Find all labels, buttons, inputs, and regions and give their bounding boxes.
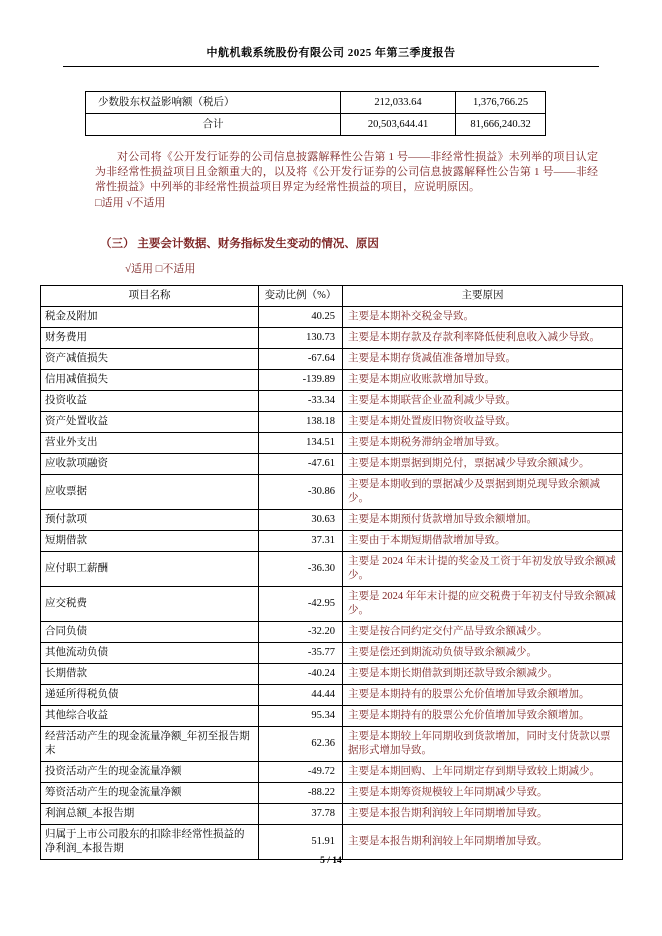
row-value-2: 1,376,766.25 <box>456 92 546 114</box>
table-row <box>41 643 623 664</box>
reason-cell: 主要是 2024 年末计提的奖金及工资于年初发放导致余额减少。 <box>343 552 623 587</box>
item-name-cell: 资产减值损失 <box>41 349 259 370</box>
item-name-cell: 税金及附加 <box>41 307 259 328</box>
col-header-change-percent: 变动比例（%） <box>259 286 343 307</box>
col-header-item-name: 项目名称 <box>41 286 259 307</box>
table-row <box>41 475 623 510</box>
item-name-cell: 归属于上市公司股东的扣除非经常性损益的净利润_本报告期 <box>41 825 259 860</box>
reason-cell: 主要是本报告期利润较上年同期增加导致。 <box>343 804 623 825</box>
applicability-line: □适用 √不适用 <box>95 197 166 209</box>
item-name-cell: 其他流动负债 <box>41 643 259 664</box>
item-name-cell: 投资收益 <box>41 391 259 412</box>
item-name-cell: 短期借款 <box>41 531 259 552</box>
reason-cell: 主要是本期票据到期兑付，票据减少导致余额减少。 <box>343 454 623 475</box>
change-percent-cell: -40.24 <box>259 664 343 685</box>
table-row <box>41 783 623 804</box>
col-header-main-reason: 主要原因 <box>343 286 623 307</box>
reason-cell: 主要是本期较上年同期收到货款增加，同时支付货款以票据形式增加导致。 <box>343 727 623 762</box>
row-label: 合计 <box>86 114 341 136</box>
table-row <box>41 587 623 622</box>
table-row <box>41 454 623 475</box>
reason-cell: 主要是本期处置废旧物资收益导致。 <box>343 412 623 433</box>
change-percent-cell: 130.73 <box>259 328 343 349</box>
row-value-2: 81,666,240.32 <box>456 114 546 136</box>
change-percent-cell: 30.63 <box>259 510 343 531</box>
change-percent-cell: -88.22 <box>259 783 343 804</box>
item-name-cell: 应收款项融资 <box>41 454 259 475</box>
item-name-cell: 合同负债 <box>41 622 259 643</box>
change-percent-cell: 95.34 <box>259 706 343 727</box>
item-name-cell: 应交税费 <box>41 587 259 622</box>
table-row <box>41 307 623 328</box>
section-heading: （三） 主要会计数据、财务指标发生变动的情况、原因 <box>100 238 379 250</box>
changes-table-body <box>41 307 623 860</box>
reason-cell: 主要是偿还到期流动负债导致余额减少。 <box>343 643 623 664</box>
item-name-cell: 应付职工薪酬 <box>41 552 259 587</box>
item-name-cell: 长期借款 <box>41 664 259 685</box>
row-value-1: 212,033.64 <box>341 92 456 114</box>
item-name-cell: 其他综合收益 <box>41 706 259 727</box>
reason-cell: 主要是本期税务滞纳金增加导致。 <box>343 433 623 454</box>
change-percent-cell: 44.44 <box>259 685 343 706</box>
change-percent-cell: -36.30 <box>259 552 343 587</box>
change-percent-cell: -47.61 <box>259 454 343 475</box>
item-name-cell: 筹资活动产生的现金流量净额 <box>41 783 259 804</box>
item-name-cell: 经营活动产生的现金流量净额_年初至报告期末 <box>41 727 259 762</box>
change-percent-cell: 134.51 <box>259 433 343 454</box>
change-percent-cell: -67.64 <box>259 349 343 370</box>
table-row <box>41 433 623 454</box>
reason-cell: 主要是本期长期借款到期还款导致余额减少。 <box>343 664 623 685</box>
change-percent-cell: 40.25 <box>259 307 343 328</box>
item-name-cell: 投资活动产生的现金流量净额 <box>41 762 259 783</box>
change-percent-cell: -42.95 <box>259 587 343 622</box>
reason-cell: 主要是本期联营企业盈利减少导致。 <box>343 391 623 412</box>
reason-cell: 主要是本期补交税金导致。 <box>343 307 623 328</box>
reason-cell: 主要是本期回购、上年同期定存到期导致较上期减少。 <box>343 762 623 783</box>
change-percent-cell: 138.18 <box>259 412 343 433</box>
change-percent-cell: -139.89 <box>259 370 343 391</box>
reason-cell: 主要是本期存货减值准备增加导致。 <box>343 349 623 370</box>
table-header-row <box>41 286 623 307</box>
change-percent-cell: -33.34 <box>259 391 343 412</box>
reason-cell: 主要是本期应收账款增加导致。 <box>343 370 623 391</box>
reason-cell: 主要是 2024 年年末计提的应交税费于年初支付导致余额减少。 <box>343 587 623 622</box>
table-row <box>41 664 623 685</box>
item-name-cell: 财务费用 <box>41 328 259 349</box>
reason-cell: 主要是本期持有的股票公允价值增加导致余额增加。 <box>343 685 623 706</box>
change-percent-cell: 51.91 <box>259 825 343 860</box>
change-percent-cell: 62.36 <box>259 727 343 762</box>
table-row <box>41 552 623 587</box>
item-name-cell: 营业外支出 <box>41 433 259 454</box>
reason-cell: 主要是本期持有的股票公允价值增加导致余额增加。 <box>343 706 623 727</box>
table-row <box>41 531 623 552</box>
table-row <box>41 825 623 860</box>
table-row <box>86 92 546 114</box>
row-label: 少数股东权益影响额（税后） <box>86 92 341 114</box>
reason-cell: 主要是按合同约定交付产品导致余额减少。 <box>343 622 623 643</box>
item-name-cell: 资产处置收益 <box>41 412 259 433</box>
item-name-cell: 应收票据 <box>41 475 259 510</box>
change-percent-cell: 37.31 <box>259 531 343 552</box>
change-percent-cell: -35.77 <box>259 643 343 664</box>
section-applicability-line: √适用 □不适用 <box>125 263 196 275</box>
row-value-1: 20,503,644.41 <box>341 114 456 136</box>
reason-cell: 主要是本期预付货款增加导致余额增加。 <box>343 510 623 531</box>
item-name-cell: 信用减值损失 <box>41 370 259 391</box>
reason-cell: 主要由于本期短期借款增加导致。 <box>343 531 623 552</box>
minority-interest-table <box>85 91 546 136</box>
change-percent-cell: -49.72 <box>259 762 343 783</box>
table-row <box>41 804 623 825</box>
table-row <box>41 328 623 349</box>
table-row <box>41 762 623 783</box>
reason-cell: 主要是本报告期利润较上年同期增加导致。 <box>343 825 623 860</box>
changes-table <box>40 285 623 860</box>
reason-cell: 主要是本期收到的票据减少及票据到期兑现导致余额减少。 <box>343 475 623 510</box>
table-row <box>41 349 623 370</box>
table-row <box>41 510 623 531</box>
reason-cell: 主要是本期筹资规模较上年同期减少导致。 <box>343 783 623 804</box>
item-name-cell: 利润总额_本报告期 <box>41 804 259 825</box>
table-row <box>41 706 623 727</box>
item-name-cell: 递延所得税负债 <box>41 685 259 706</box>
item-name-cell: 预付款项 <box>41 510 259 531</box>
table-row <box>41 412 623 433</box>
table-row <box>41 622 623 643</box>
change-percent-cell: -30.86 <box>259 475 343 510</box>
table-row <box>41 685 623 706</box>
change-percent-cell: -32.20 <box>259 622 343 643</box>
table-row <box>41 370 623 391</box>
table-total-row <box>86 114 546 136</box>
table-row <box>41 727 623 762</box>
page-number: 5 / 14 <box>320 856 342 866</box>
page-header-title: 中航机载系统股份有限公司 2025 年第三季度报告 <box>63 44 599 67</box>
change-percent-cell: 37.78 <box>259 804 343 825</box>
table-row <box>41 391 623 412</box>
explanation-paragraph: 对公司将《公开发行证券的公司信息披露解释性公告第 1 号——非经常性损益》未列举的项目认定为非经常性损益项目且金额重大的，以及将《公开发行证券的公司信息披露解释性公告第 1 号——非经常性损益》中列举的非经常性损益项目界定为经常性损益的项目，应说明原因。 <box>95 151 598 193</box>
reason-cell: 主要是本期存款及存款利率降低使利息收入减少导致。 <box>343 328 623 349</box>
